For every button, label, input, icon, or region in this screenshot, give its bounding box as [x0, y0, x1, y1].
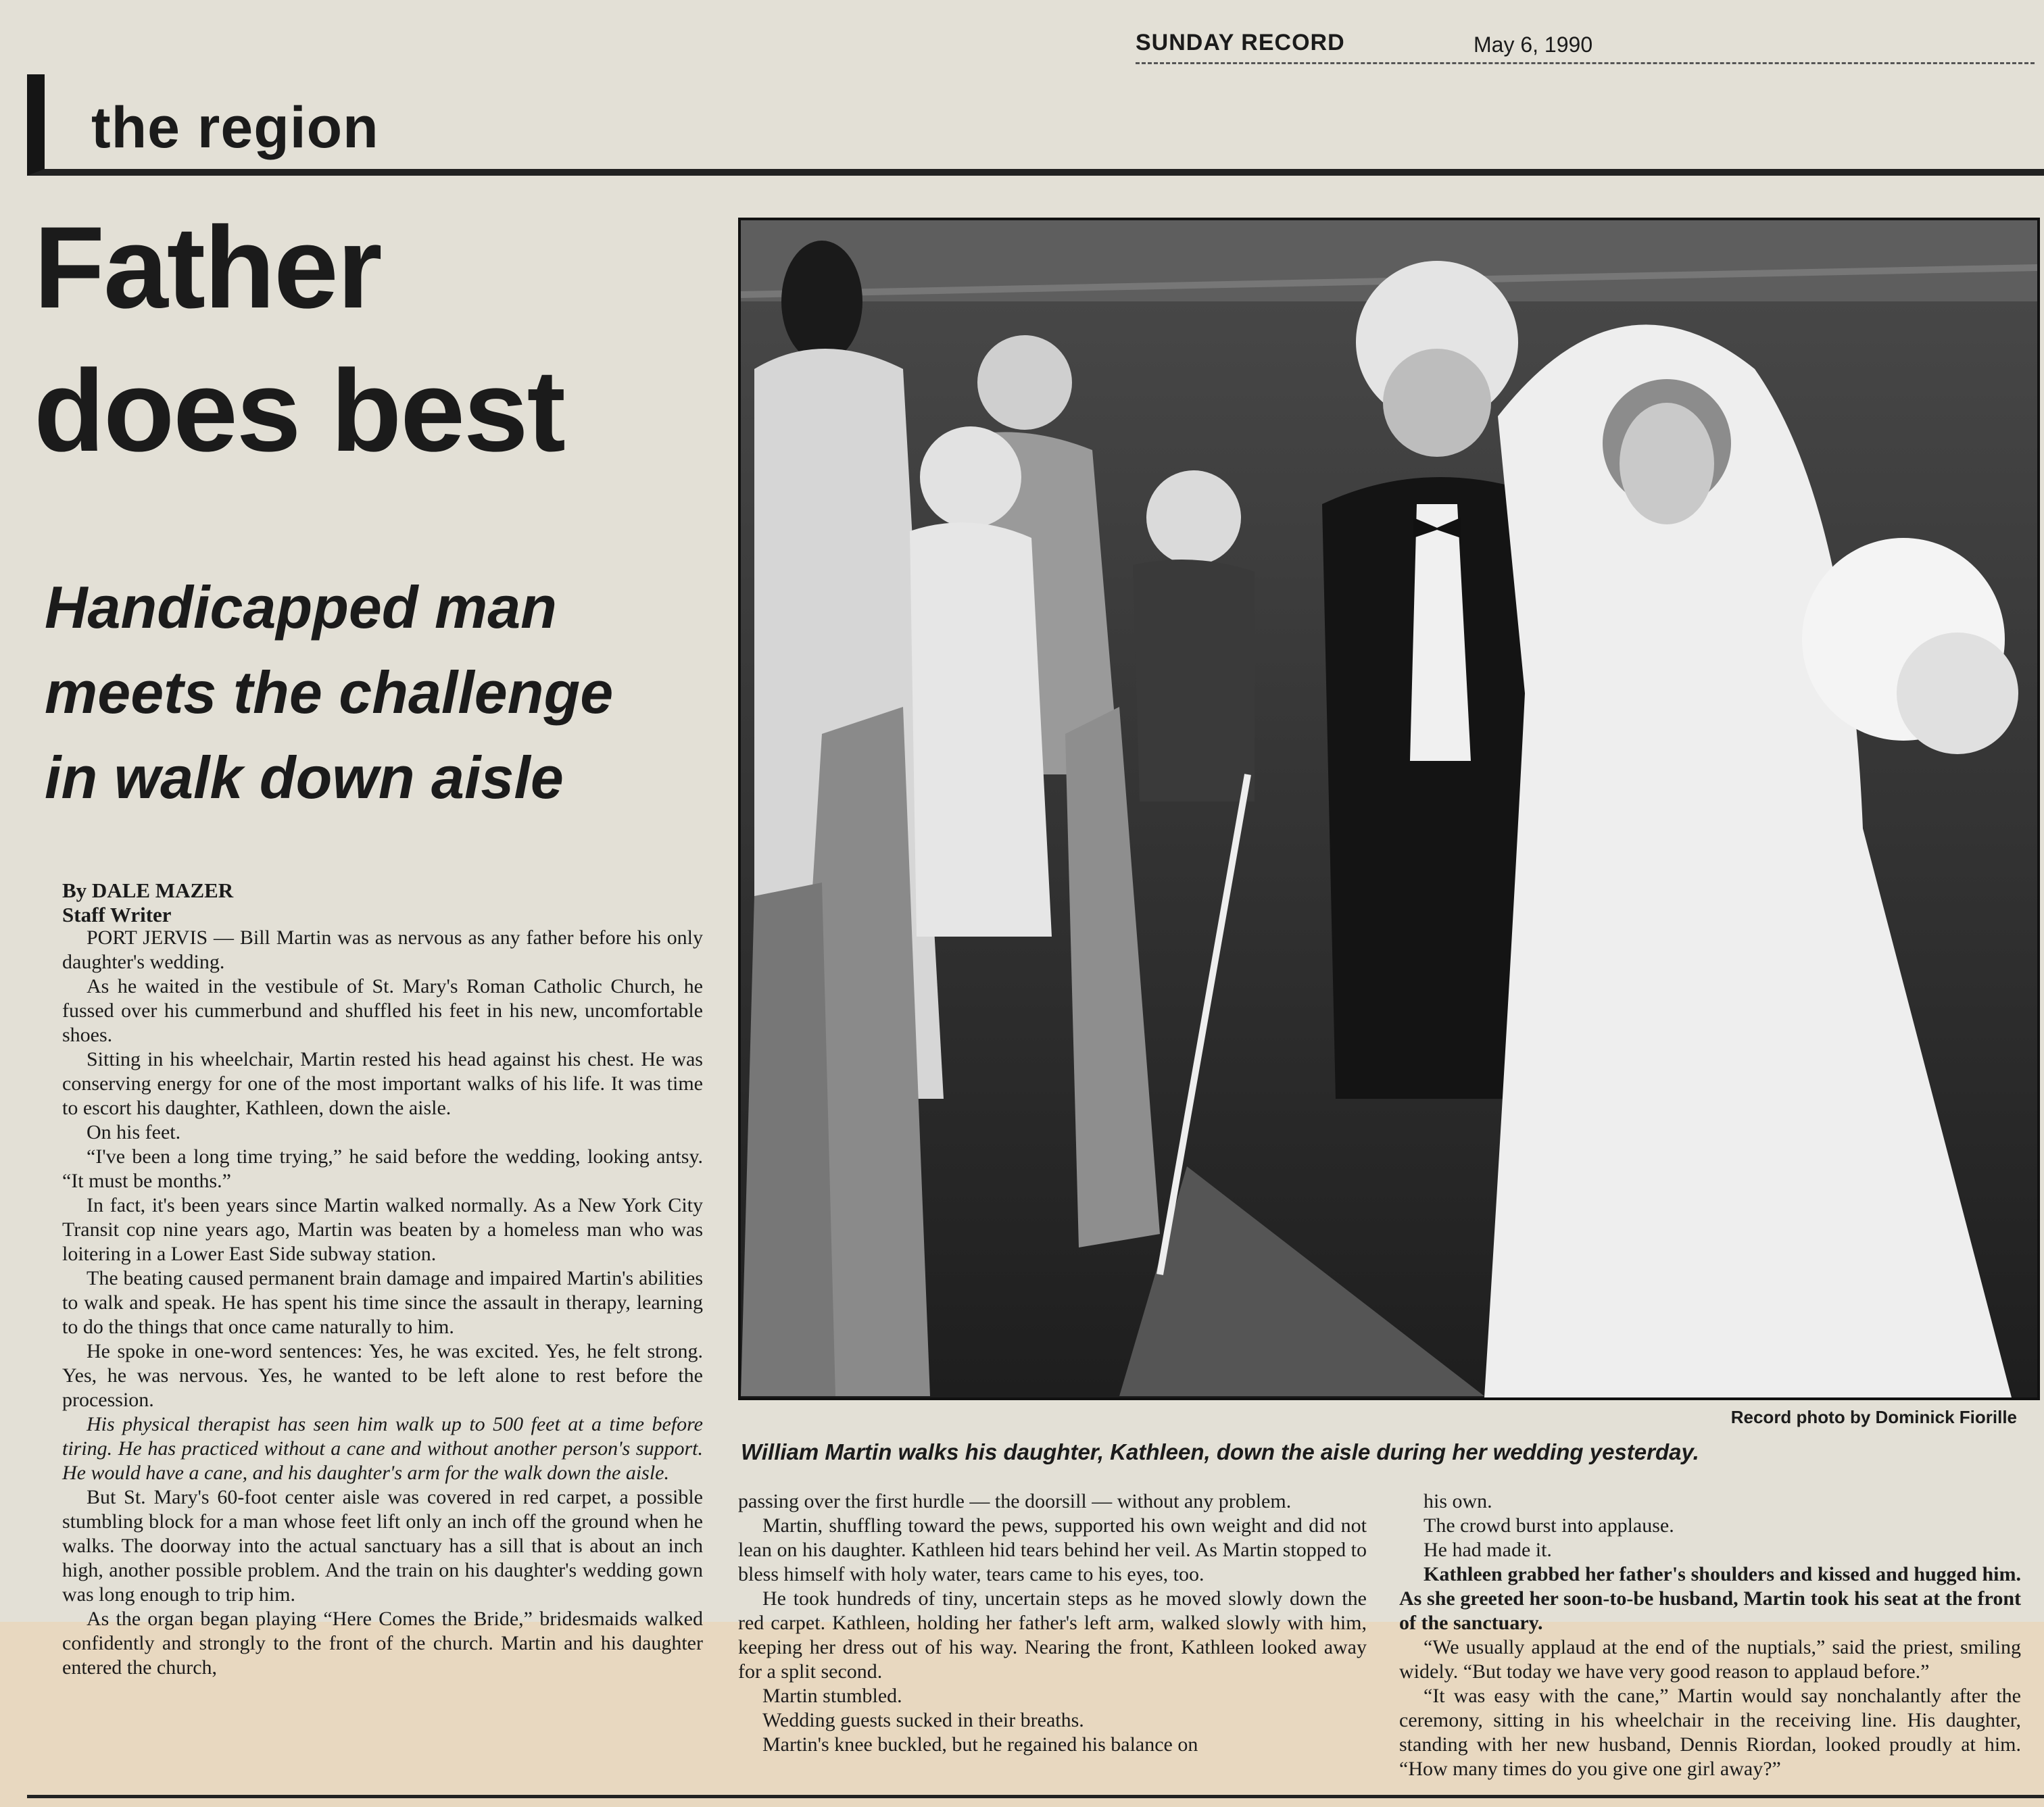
paper-name: SUNDAY RECORD: [1136, 30, 1345, 55]
paragraph: “It was easy with the cane,” Martin would say nonchalantly after the ceremony, sitting in his wheelchair in the receiving line. His daughter, standing with her new husband, Dennis Riordan, looked proudly at him. “How many times do you give one girl away?”: [1399, 1685, 2021, 1780]
photo-caption: William Martin walks his daughter, Kathleen, down the aisle during her wedding yesterday.: [741, 1439, 1699, 1464]
paragraph: Kathleen grabbed her father's shoulders and kissed and hugged him. As she greeted her soon-to-be husband, Martin took his seat at the front of the sanctuary.: [1399, 1563, 2021, 1634]
wedding-photo: [738, 218, 2040, 1400]
article-column-1: [62, 926, 703, 1680]
headline-line-2: does best: [34, 346, 564, 476]
paragraph: PORT JERVIS — Bill Martin was as nervous as any father before his only daughter's wedding.: [62, 926, 703, 973]
paragraph: As he waited in the vestibule of St. Mary's Roman Catholic Church, he fussed over his cummerbund and shuffled his feet in his new, uncomfortable shoes.: [62, 975, 703, 1046]
photo-illustration: [741, 220, 2037, 1397]
author-title: Staff Writer: [62, 903, 172, 926]
paper-date: May 6, 1990: [1474, 32, 1593, 57]
paragraph: Wedding guests sucked in their breaths.: [762, 1709, 1084, 1731]
subhead-line-2: meets the challenge: [45, 659, 614, 726]
subheadline: [45, 574, 721, 833]
paragraph: Martin stumbled.: [762, 1685, 902, 1707]
subhead-line-3: in walk down aisle: [45, 744, 564, 811]
photo-credit: Record photo by Dominick Fiorille: [1730, 1407, 2017, 1427]
subhead-line-1: Handicapped man: [45, 574, 557, 641]
section-label: the region: [91, 95, 379, 160]
paragraph: his own.: [1424, 1490, 1492, 1512]
paragraph: On his feet.: [87, 1121, 181, 1143]
byline: [62, 878, 233, 927]
masthead: [1136, 26, 2035, 59]
article-column-3: [1399, 1489, 2021, 1781]
paragraph: In fact, it's been years since Martin walked normally. As a New York City Transit cop nine years ago, Martin was beaten by a homeless man who was loitering in a Lower East Side subway station.: [62, 1194, 703, 1265]
bottom-rule: [27, 1795, 2044, 1798]
article-column-2: [738, 1489, 1367, 1757]
paragraph: The crowd burst into applause.: [1424, 1514, 1674, 1537]
paragraph: Martin, shuffling toward the pews, supported his own weight and did not lean on his daughter. Kathleen hid tears behind her veil. As Martin stopped to bless himself with holy water, tears came to his eyes, too.: [738, 1514, 1367, 1585]
paragraph: Martin's knee buckled, but he regained his balance on: [762, 1733, 1198, 1756]
paragraph: He spoke in one-word sentences: Yes, he was excited. Yes, he felt strong. Yes, he was nervous. Yes, he wanted to be left alone to rest before the procession.: [62, 1340, 703, 1411]
paragraph: The beating caused permanent brain damage and impaired Martin's abilities to walk and speak. He has spent his time since the assault in therapy, learning to do the things that once came naturally to him.: [62, 1267, 703, 1338]
paragraph: As the organ began playing “Here Comes the Bride,” bridesmaids walked confidently and strongly to the front of the church. Martin and his daughter entered the church,: [62, 1608, 703, 1679]
paragraph: His physical therapist has seen him walk up to 500 feet at a time before tiring. He has practiced without a cane and without another person's support. He would have a cane, and his daughter's arm for the walk down the aisle.: [62, 1413, 703, 1484]
paragraph: passing over the first hurdle — the doorsill — without any problem.: [738, 1490, 1292, 1512]
paragraph: Sitting in his wheelchair, Martin rested his head against his chest. He was conserving energy for one of the most important walks of his life. It was time to escort his daughter, Kathleen, down the aisle.: [62, 1048, 703, 1119]
paragraph: “I've been a long time trying,” he said before the wedding, looking antsy. “It must be months.”: [62, 1145, 703, 1192]
headline-line-1: Father: [34, 203, 381, 332]
paragraph: He had made it.: [1424, 1539, 1552, 1561]
headline: [34, 203, 710, 496]
paragraph: He took hundreds of tiny, uncertain steps as he moved slowly down the red carpet. Kathleen, holding her father's left arm, walked slowly with him, keeping her dress out of his way. Nearing the front, Kathleen looked away for a split second.: [738, 1587, 1367, 1683]
paragraph: But St. Mary's 60-foot center aisle was covered in red carpet, a possible stumbling block for a man whose feet lift only an inch off the ground when he walks. The doorway into the actual sanctuary has a sill that is about an inch high, another possible problem. And the train on his daughter's wedding gown was long enough to trip him.: [62, 1486, 703, 1606]
author-name: By DALE MAZER: [62, 878, 234, 902]
paragraph: “We usually applaud at the end of the nuptials,” said the priest, smiling widely. “But today we have very good reason to applaud before.”: [1399, 1636, 2021, 1683]
masthead-rule: [1136, 62, 2035, 64]
